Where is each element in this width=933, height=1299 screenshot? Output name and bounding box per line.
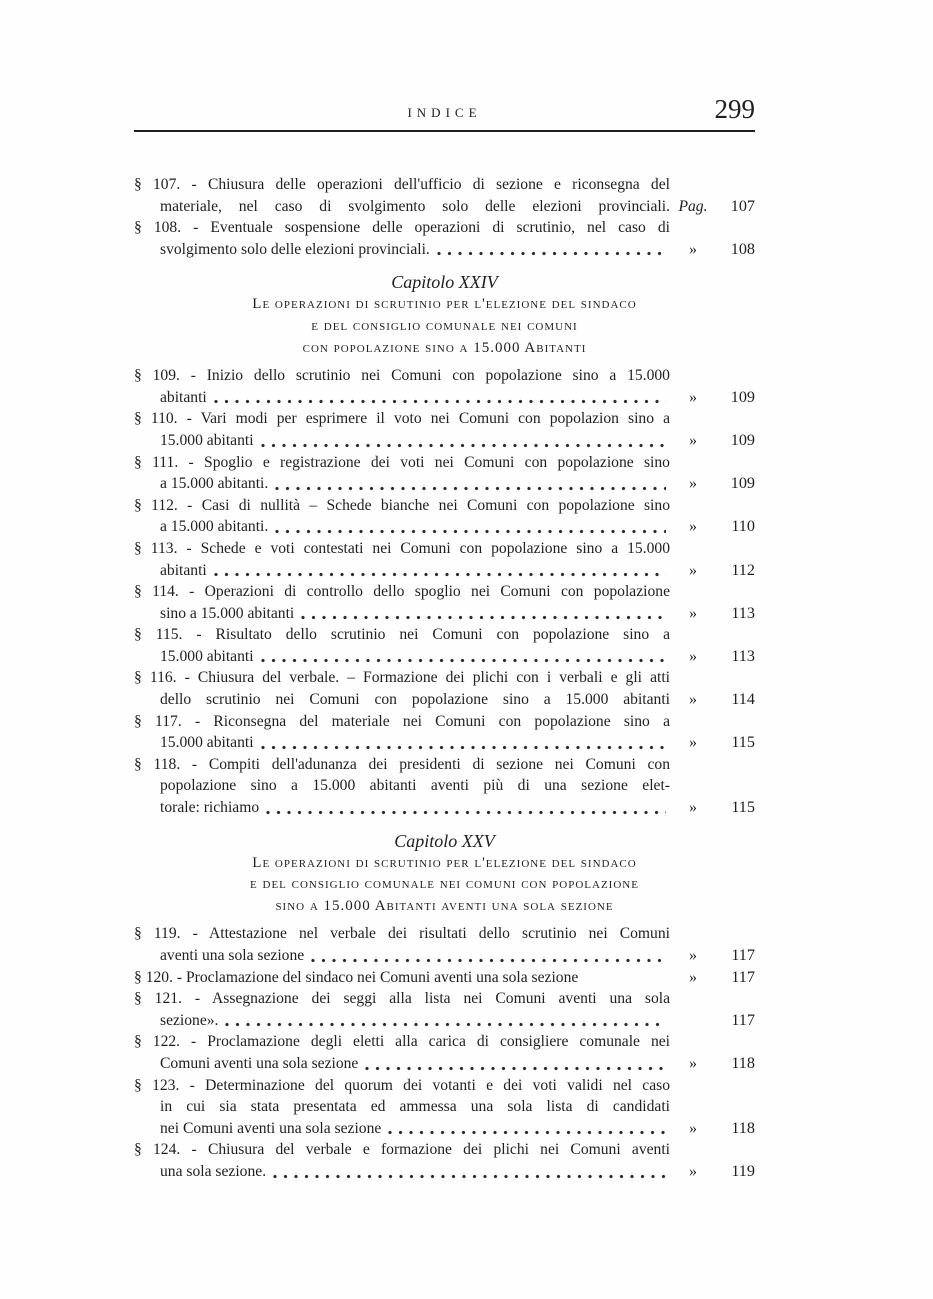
- page-ref-mark: »: [689, 240, 697, 258]
- dot-leader: [273, 1174, 666, 1179]
- entry-line: [134, 217, 671, 239]
- toc-entry: [134, 988, 755, 1031]
- entry-page-number: 119: [731, 1161, 755, 1180]
- folio-page-number: 299: [714, 94, 755, 124]
- toc-entry: [134, 1031, 755, 1074]
- entry-line-text: Chiusura del verbale e formazione dei plichi nei Comuni aventi: [207, 1141, 671, 1159]
- entry-number: § 114. -: [134, 583, 195, 601]
- entry-page-number: 109: [730, 430, 755, 449]
- toc-entry: [134, 174, 755, 217]
- entry-line: [134, 1031, 671, 1053]
- page-ref-mark: »: [689, 518, 697, 536]
- entry-last-line: [160, 1053, 670, 1075]
- entry-number: § 120. -: [134, 968, 183, 986]
- toc-entry: [134, 1075, 755, 1140]
- entry-line-text: una sola sezione.: [160, 1162, 267, 1180]
- toc-entry: [134, 452, 755, 495]
- entry-page-number: 107: [730, 196, 755, 215]
- dot-leader: [311, 958, 666, 963]
- entry-number: § 121. -: [134, 990, 201, 1008]
- chapter-heading-line: e del consiglio comunale nei comuni: [311, 317, 578, 334]
- entry-last-line: [160, 473, 670, 495]
- toc-entry: [134, 365, 755, 408]
- entry-line-text: abitanti: [160, 388, 207, 406]
- toc-entry: [134, 967, 755, 989]
- entry-text: [134, 174, 670, 217]
- dot-leader: [214, 399, 666, 404]
- entry-line: [134, 1075, 671, 1097]
- entry-line: [134, 174, 670, 196]
- entry-number: § 107. -: [134, 176, 197, 193]
- page-ref-mark: »: [689, 604, 697, 622]
- entry-line-text: Comuni aventi una sola sezione: [160, 1054, 359, 1072]
- entry-line-text: Chiusura delle operazioni dell'ufficio di sezione e riconsegna del: [207, 176, 670, 193]
- page-ref-mark: »: [689, 947, 697, 964]
- entry-line-text: Casi di nullità – Schede bianche nei Comuni con popolazione sino: [201, 496, 670, 514]
- toc-entry: [134, 711, 755, 754]
- entry-last-line: [160, 1161, 670, 1183]
- entry-page-number: 113: [731, 603, 755, 622]
- entry-line-text: Chiusura del verbale. – Formazione dei plichi con i verbali e gli atti: [197, 669, 670, 687]
- page-ref-mark: »: [689, 561, 697, 579]
- entry-page-number: 115: [731, 798, 755, 817]
- entry-last-line: [160, 516, 670, 538]
- entry-text: [134, 408, 670, 451]
- entry-line-text: nei Comuni aventi una sola sezione: [160, 1119, 382, 1137]
- entry-text: [134, 624, 670, 667]
- entry-line: [134, 923, 670, 945]
- page-ref-mark: »: [689, 1054, 697, 1072]
- page-ref-mark: »: [689, 647, 697, 665]
- entry-line-text: abitanti: [160, 561, 207, 579]
- chapter-heading-line: con popolazione sino a 15.000 Abitanti: [302, 339, 587, 356]
- entry-page-number: 117: [731, 1010, 755, 1029]
- entry-text: [134, 365, 670, 408]
- entry-text: [134, 1075, 670, 1140]
- entry-number: § 115. -: [134, 626, 202, 644]
- page-header: [134, 96, 755, 132]
- page-ref-mark: »: [689, 691, 697, 709]
- entry-line-text: sino a 15.000 abitanti: [160, 604, 295, 622]
- entry-number: § 112. -: [134, 496, 193, 514]
- entry-last-line: [160, 945, 670, 967]
- entry-page-number: 117: [731, 946, 755, 964]
- entry-number: § 123. -: [134, 1076, 195, 1094]
- entry-line-text: Spoglio e registrazione dei voti nei Comuni con popolazione sino: [204, 453, 670, 471]
- dot-leader: [275, 529, 666, 534]
- entry-number: § 113. -: [134, 539, 192, 557]
- entry-number: § 111. -: [134, 453, 194, 471]
- toc-entry: [134, 495, 755, 538]
- entry-line-text: Eventuale sospensione delle operazioni di scrutinio, nel caso di: [210, 219, 671, 237]
- entry-number: § 124. -: [134, 1141, 197, 1159]
- chapter-title: Capitolo XXIV: [391, 272, 498, 293]
- entry-text: [134, 452, 670, 495]
- dot-leader: [261, 443, 666, 448]
- entry-number: § 116. -: [134, 669, 190, 687]
- entry-last-line: [160, 646, 670, 668]
- toc-entry: [134, 754, 755, 819]
- toc-entry: [134, 408, 755, 451]
- entry-text: [134, 217, 670, 260]
- page-ref-mark: »: [689, 1119, 697, 1137]
- dot-leader: [301, 615, 666, 620]
- entry-line-text: aventi una sola sezione: [160, 947, 305, 964]
- page-ref-mark: »: [689, 388, 697, 406]
- entry-last-line: [160, 430, 670, 452]
- entry-text: [134, 495, 670, 538]
- entry-line: dello scrutinio nei Comuni con popolazione sino a 15.000 abitanti: [160, 691, 670, 709]
- entry-line: [134, 581, 670, 603]
- entry-line: popolazione sino a 15.000 abitanti aventi più di una sezione elet-: [160, 777, 670, 795]
- entry-page-number: 110: [731, 517, 755, 536]
- entry-page-number: 112: [731, 560, 755, 579]
- entry-line: [134, 495, 670, 517]
- entry-line-text: Assegnazione dei seggi alla lista nei Comuni aventi una sola: [212, 990, 670, 1008]
- chapter-heading-line: Le operazioni di scrutinio per l'elezione del sindaco: [252, 854, 637, 871]
- running-title: INDICE: [407, 105, 482, 120]
- entry-number: § 109. -: [134, 367, 196, 385]
- entry-line-text: svolgimento solo delle elezioni provinciali.: [160, 240, 430, 258]
- entry-line-text: Schede e voti contestati nei Comuni con popolazione sino a 15.000: [200, 539, 670, 557]
- entry-line-text: 15.000 abitanti: [160, 431, 254, 449]
- entry-line: [134, 538, 670, 560]
- entry-last-line: [134, 967, 670, 989]
- entry-last-line: [160, 387, 670, 409]
- page-ref-mark: »: [689, 475, 697, 493]
- toc-entry: [134, 1139, 755, 1182]
- entry-line: [134, 624, 670, 646]
- entry-line: [134, 365, 670, 387]
- entry-line-text: a 15.000 abitanti.: [160, 518, 269, 536]
- entry-number: § 118. -: [134, 755, 198, 773]
- entry-line-text: Proclamazione del sindaco nei Comuni aventi una sola sezione: [185, 968, 579, 986]
- page-ref-mark: »: [689, 1162, 697, 1180]
- entry-line-text: Attestazione nel verbale dei risultati dello scrutinio nei Comuni: [208, 925, 670, 943]
- dot-leader: [214, 572, 666, 577]
- entry-number: § 110. -: [134, 410, 192, 428]
- entry-number: § 119. -: [134, 925, 198, 943]
- chapter-heading-line: e del consiglio comunale nei comuni con popolazione: [250, 876, 639, 893]
- entry-text: [134, 711, 670, 754]
- entry-line-text: Inizio dello scrutinio nei Comuni con popolazione sino a 15.000: [206, 367, 670, 385]
- entry-page-number: 108: [730, 239, 755, 258]
- toc-entry: [134, 581, 755, 624]
- entry-line-text: 15.000 abitanti: [160, 647, 254, 665]
- toc-entry: [134, 217, 755, 260]
- entry-line: [134, 1139, 671, 1161]
- entry-last-line: [160, 1010, 670, 1032]
- chapter-title: Capitolo XXV: [394, 830, 495, 851]
- entry-line-text: [134, 967, 578, 989]
- page-ref-mark: »: [689, 799, 697, 817]
- entry-last-line: [160, 603, 670, 625]
- entry-text: [134, 538, 670, 581]
- entry-text: [134, 581, 670, 624]
- page-ref-mark: »: [689, 968, 697, 986]
- entry-line-text: torale: richiamo: [160, 799, 260, 817]
- entry-last-line: [160, 239, 670, 261]
- entry-page-number: 115: [731, 733, 755, 752]
- entry-line: [134, 711, 670, 733]
- chapter-block: [134, 829, 755, 918]
- entry-line-text: 15.000 abitanti: [160, 734, 254, 752]
- entry-line: [134, 667, 670, 689]
- dot-leader: [365, 1066, 666, 1071]
- entry-line: [134, 988, 670, 1010]
- dot-leader: [266, 810, 666, 815]
- dot-leader: [437, 251, 666, 256]
- dot-leader: [261, 658, 666, 663]
- entry-text: [134, 1139, 670, 1182]
- entry-page-number: 117: [731, 967, 755, 986]
- entry-line: in cui sia stata presentata ed ammessa una sola lista di candidati: [160, 1098, 670, 1116]
- entry-line-text: Operazioni di controllo dello spoglio nei Comuni con popolazione: [204, 583, 670, 601]
- entry-text: [134, 1031, 670, 1074]
- entry-line-text: a 15.000 abitanti.: [160, 475, 269, 493]
- entry-line-text: Vari modi per esprimere il voto nei Comuni con popolazion sino a: [200, 410, 671, 428]
- entry-line: [134, 452, 670, 474]
- entry-text: [134, 667, 670, 710]
- entry-text: [134, 967, 670, 989]
- entry-page-number: 113: [731, 646, 755, 665]
- toc-entry: [134, 667, 755, 710]
- dot-leader: [275, 486, 666, 491]
- dot-leader: [388, 1130, 666, 1135]
- entry-page-number: 114: [731, 690, 755, 709]
- entry-line-text: Risultato dello scrutinio nei Comuni con popolazione sino a: [215, 626, 670, 644]
- entry-last-line: [160, 732, 670, 754]
- chapter-heading-line: sino a 15.000 Abitanti aventi una sola sezione: [275, 897, 614, 914]
- dot-leader: [225, 1022, 666, 1027]
- entry-page-number: 118: [731, 1118, 755, 1137]
- entry-last-line: [160, 1118, 670, 1140]
- entry-line: [134, 408, 671, 430]
- entry-page-number: 118: [731, 1053, 755, 1072]
- dot-leader: [261, 745, 666, 750]
- entry-page-number: 109: [730, 474, 755, 493]
- toc-list: [134, 174, 755, 1183]
- toc-entry: [134, 923, 755, 966]
- entry-line-text: sezione».: [160, 1011, 219, 1029]
- entry-text: [134, 923, 670, 966]
- entry-number: § 117. -: [134, 712, 201, 730]
- entry-line: [134, 754, 671, 776]
- chapter-block: [134, 270, 755, 359]
- page-ref-mark: Pag.: [678, 197, 708, 215]
- entry-line-text: Proclamazione degli eletti alla carica di consigliere comunale nei: [207, 1033, 671, 1051]
- toc-entry: [134, 538, 755, 581]
- entry-line: materiale, nel caso di svolgimento solo delle elezioni provinciali.: [160, 197, 670, 215]
- toc-entry: [134, 624, 755, 667]
- entry-last-line: [160, 560, 670, 582]
- entry-line-text: Compiti dell'adunanza dei presidenti di sezione nei Comuni con: [208, 755, 671, 773]
- entry-text: [134, 988, 670, 1031]
- entry-number: § 108. -: [134, 219, 199, 237]
- entry-last-line: [160, 797, 670, 819]
- page-ref-mark: »: [689, 734, 697, 752]
- entry-page-number: 109: [730, 387, 755, 406]
- entry-line-text: Determinazione del quorum dei votanti e dei voti validi nel caso: [205, 1076, 671, 1094]
- entry-text: [134, 754, 670, 819]
- entry-line-text: Riconsegna del materiale nei Comuni con popolazione sino a: [213, 712, 670, 730]
- chapter-heading-line: Le operazioni di scrutinio per l'elezione del sindaco: [252, 296, 637, 313]
- entry-number: § 122. -: [134, 1033, 197, 1051]
- page-ref-mark: »: [689, 431, 697, 449]
